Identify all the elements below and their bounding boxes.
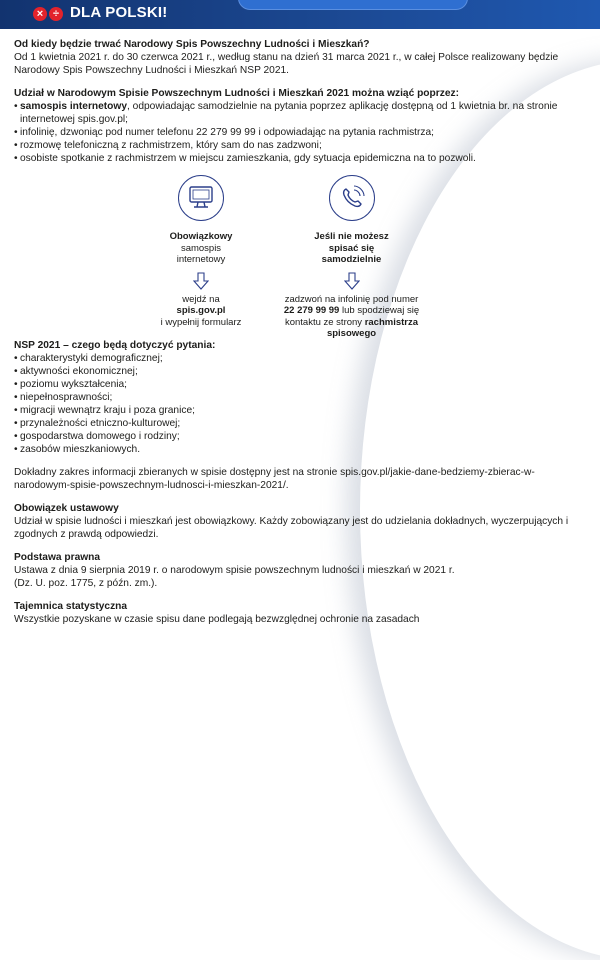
- section-obligation: [14, 502, 574, 541]
- questions-list: [14, 352, 574, 456]
- diagram-text: wejdź na: [182, 293, 220, 305]
- computer-icon: [178, 175, 224, 221]
- document-content: [14, 38, 574, 636]
- section-title: Udział w Narodowym Spisie Powszechnym Ludności i Mieszkań 2021 można wziąć poprzez:: [14, 88, 459, 99]
- list-item: • migracji wewnątrz kraju i poza granice;: [14, 404, 574, 417]
- section-legal-basis: [14, 551, 574, 590]
- diagram-text: zadzwoń na infolinię pod numer: [284, 293, 419, 305]
- diagram-text: 22 279 99 99 lub spodziewaj się: [283, 305, 420, 316]
- diagram-label: internetowy: [176, 254, 226, 265]
- list-item: • rozmowę telefoniczną z rachmistrzem, który sam do nas zadzwoni;: [14, 139, 574, 152]
- arrow-down-icon: [193, 272, 209, 290]
- list-item: • samospis internetowy, odpowiadając samodzielnie na pytania poprzez aplikację dostępną od 1 kwietnia br. na stronie internetowej spis.gov.pl;: [14, 100, 574, 126]
- participation-list: [14, 100, 574, 165]
- diagram-label: Jeśli nie możesz: [314, 231, 389, 242]
- diagram-col-phone: [264, 175, 439, 340]
- list-item: • gospodarstwa domowego i rodziny;: [14, 430, 574, 443]
- arrow-down-icon: [344, 272, 360, 290]
- section-title: Obowiązek ustawowy: [14, 503, 119, 514]
- section-when: [14, 38, 574, 77]
- list-item: • osobiste spotkanie z rachmistrzem w miejscu zamieszkania, gdy sytuacja epidemiczna na to pozwoli.: [14, 152, 574, 165]
- logo-symbols: [33, 4, 65, 22]
- logo-text: DLA POLSKI!: [70, 4, 168, 21]
- header-banner: [0, 0, 600, 29]
- participation-diagram: [14, 175, 574, 339]
- section-title: Tajemnica statystyczna: [14, 601, 128, 612]
- diagram-text: spis.gov.pl: [176, 305, 226, 316]
- section-body: (Dz. U. poz. 1775, z późn. zm.).: [14, 578, 158, 589]
- section-body: Udział w spisie ludności i mieszkań jest obowiązkowy. Każdy zobowiązany jest do udzielania dokładnych, wyczerpujących i zgodnych z prawdą odpowiedzi.: [14, 516, 569, 540]
- section-body: Dokładny zakres informacji zbieranych w spisie dostępny jest na stronie spis.gov.pl/jakie-dane-bedziemy-zbierac-w-narodowym-spisie-powszechnym-ludnosci-i-mieszkan-2021/.: [14, 467, 535, 491]
- banner-pill: [238, 0, 468, 10]
- list-item: • charakterystyki demograficznej;: [14, 352, 574, 365]
- diagram-label: samodzielnie: [321, 254, 382, 265]
- diagram-text: kontaktu ze strony rachmistrza spisowego: [284, 316, 419, 339]
- divide-icon: ÷: [49, 7, 63, 21]
- section-title: Podstawa prawna: [14, 552, 101, 563]
- section-body: Od 1 kwietnia 2021 r. do 30 czerwca 2021 r., według stanu na dzień 31 marca 2021 r., w całej Polsce realizowany będzie Narodowy Spis Powszechny Ludności i Mieszkań NSP 2021.: [14, 52, 559, 76]
- section-body: Ustawa z dnia 9 sierpnia 2019 r. o narodowym spisie powszechnym ludności i mieszkań w 2021 r.: [14, 565, 455, 576]
- phone-icon: [329, 175, 375, 221]
- list-item: • niepełnosprawności;: [14, 391, 574, 404]
- multiply-icon: ×: [33, 7, 47, 21]
- section-title: Od kiedy będzie trwać Narodowy Spis Powszechny Ludności i Mieszkań?: [14, 39, 370, 50]
- diagram-text: i wypełnij formularz: [160, 316, 242, 328]
- list-item: • przynależności etniczno-kulturowej;: [14, 417, 574, 430]
- section-scope: [14, 466, 574, 492]
- diagram-label: spisać się: [328, 242, 375, 254]
- list-item: • zasobów mieszkaniowych.: [14, 443, 574, 456]
- diagram-col-online: [141, 175, 261, 328]
- section-title: NSP 2021 – czego będą dotyczyć pytania:: [14, 340, 216, 351]
- section-participation: [14, 87, 574, 165]
- diagram-label: samospis: [180, 242, 222, 254]
- list-item: • infolinię, dzwoniąc pod numer telefonu 22 279 99 99 i odpowiadając na pytania rachmistrza;: [14, 126, 574, 139]
- list-item: • poziomu wykształcenia;: [14, 378, 574, 391]
- diagram-label: Obowiązkowy: [169, 231, 233, 242]
- section-body: Wszystkie pozyskane w czasie spisu dane podlegają bezwzględnej ochronie na zasadach: [14, 614, 420, 625]
- section-secrecy: [14, 600, 574, 626]
- section-questions: [14, 339, 574, 456]
- list-item: • aktywności ekonomicznej;: [14, 365, 574, 378]
